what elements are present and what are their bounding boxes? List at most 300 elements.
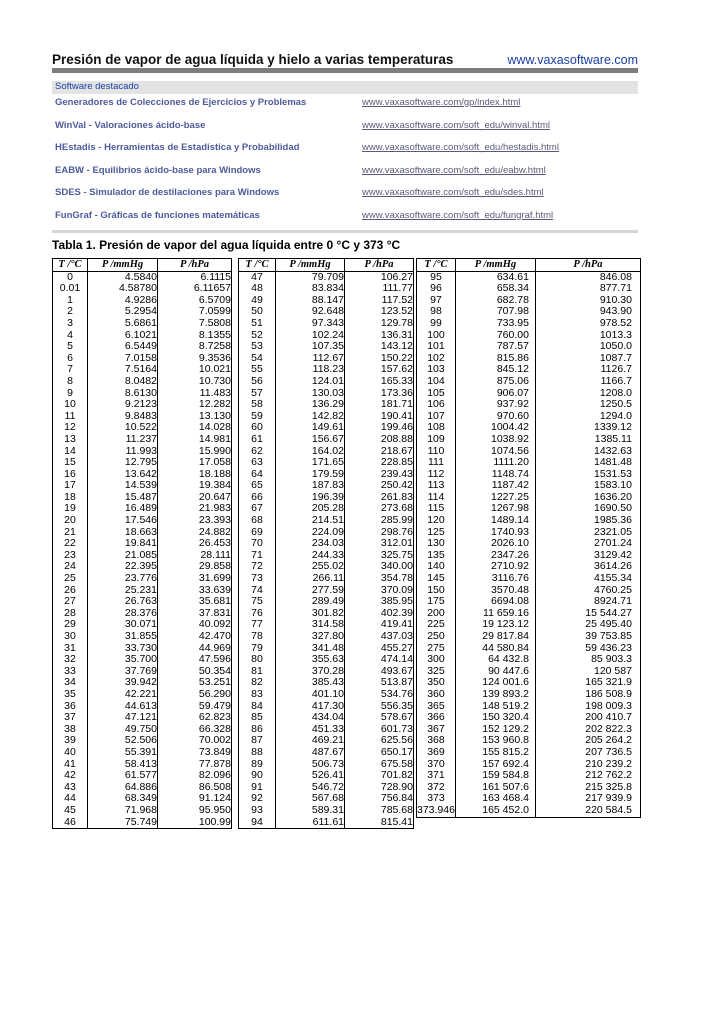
cell-pressure-hpa: 601.73 <box>345 724 414 736</box>
cell-pressure-hpa: 190.41 <box>345 411 414 423</box>
cell-temperature: 78 <box>239 631 276 643</box>
table-row <box>239 457 414 469</box>
cell-pressure-mmhg: 157 692.4 <box>455 759 535 771</box>
cell-pressure-mmhg: 64 432.8 <box>455 654 535 666</box>
cell-pressure-mmhg: 526.41 <box>276 770 345 782</box>
cell-temperature: 22 <box>53 538 88 550</box>
cell-pressure-mmhg: 244.33 <box>276 550 345 562</box>
cell-temperature: 107 <box>417 411 456 423</box>
table-row <box>239 573 414 585</box>
featured-item-url[interactable]: www.vaxasoftware.com/gp/index.html <box>362 97 521 108</box>
cell-temperature: 101 <box>417 341 456 353</box>
cell-temperature: 4 <box>53 330 88 342</box>
cell-temperature: 15 <box>53 457 88 469</box>
cell-temperature: 54 <box>239 353 276 365</box>
cell-pressure-hpa: 53.251 <box>158 677 232 689</box>
cell-temperature: 79 <box>239 643 276 655</box>
cell-pressure-mmhg: 118.23 <box>276 364 345 376</box>
cell-pressure-hpa: 33.639 <box>158 585 232 597</box>
cell-pressure-mmhg: 4.5840 <box>88 271 158 283</box>
cell-pressure-hpa: 701.82 <box>345 770 414 782</box>
cell-temperature: 5 <box>53 341 88 353</box>
cell-pressure-hpa: 73.849 <box>158 747 232 759</box>
cell-temperature: 28 <box>53 608 88 620</box>
table-row <box>239 515 414 527</box>
cell-pressure-hpa: 136.31 <box>345 330 414 342</box>
cell-temperature: 6 <box>53 353 88 365</box>
cell-pressure-hpa: 285.99 <box>345 515 414 527</box>
featured-heading-label: Software destacado <box>55 81 139 92</box>
cell-pressure-mmhg: 83.834 <box>276 283 345 295</box>
cell-pressure-mmhg: 19.841 <box>88 538 158 550</box>
cell-pressure-mmhg: 11.237 <box>88 434 158 446</box>
cell-pressure-hpa: 12.282 <box>158 399 232 411</box>
vapor-table-block-1 <box>52 258 232 829</box>
cell-temperature: 89 <box>239 759 276 771</box>
cell-pressure-hpa: 14.981 <box>158 434 232 446</box>
cell-pressure-hpa: 6.1115 <box>158 271 232 283</box>
cell-pressure-mmhg: 787.57 <box>455 341 535 353</box>
cell-pressure-mmhg: 385.43 <box>276 677 345 689</box>
cell-pressure-mmhg: 165 452.0 <box>455 805 535 817</box>
cell-pressure-hpa: 20.647 <box>158 492 232 504</box>
cell-temperature: 97 <box>417 295 456 307</box>
featured-item-name[interactable]: Generadores de Colecciones de Ejercicios y Problemas <box>55 97 307 108</box>
cell-pressure-mmhg: 35.700 <box>88 654 158 666</box>
cell-pressure-mmhg: 5.6861 <box>88 318 158 330</box>
cell-pressure-mmhg: 760.00 <box>455 330 535 342</box>
cell-pressure-mmhg: 2710.92 <box>455 561 535 573</box>
table-row <box>417 399 641 411</box>
cell-pressure-hpa: 1250.5 <box>535 399 640 411</box>
cell-pressure-hpa: 15 544.27 <box>535 608 640 620</box>
cell-pressure-mmhg: 179.59 <box>276 469 345 481</box>
cell-pressure-mmhg: 314.58 <box>276 619 345 631</box>
cell-pressure-hpa: 14.028 <box>158 422 232 434</box>
column-header-hpa: P /hPa <box>535 259 640 272</box>
cell-temperature: 125 <box>417 527 456 539</box>
table-row <box>239 318 414 330</box>
cell-pressure-mmhg: 4.58780 <box>88 283 158 295</box>
cell-temperature: 360 <box>417 689 456 701</box>
cell-pressure-hpa: 207 736.5 <box>535 747 640 759</box>
cell-temperature: 110 <box>417 446 456 458</box>
cell-temperature: 130 <box>417 538 456 550</box>
table-row <box>239 817 414 829</box>
cell-pressure-hpa: 625.56 <box>345 735 414 747</box>
table-row <box>53 805 232 817</box>
cell-pressure-hpa: 1013.3 <box>535 330 640 342</box>
cell-temperature: 88 <box>239 747 276 759</box>
featured-item <box>52 96 638 119</box>
cell-pressure-hpa: 210 239.2 <box>535 759 640 771</box>
cell-temperature: 20 <box>53 515 88 527</box>
cell-pressure-mmhg: 7.0158 <box>88 353 158 365</box>
featured-item-name[interactable]: WinVal - Valoraciones ácido-base <box>55 119 206 131</box>
cell-pressure-mmhg: 130.03 <box>276 388 345 400</box>
cell-pressure-mmhg: 156.67 <box>276 434 345 446</box>
cell-pressure-hpa: 15.990 <box>158 446 232 458</box>
cell-pressure-hpa: 91.124 <box>158 793 232 805</box>
cell-temperature: 0.01 <box>53 283 88 295</box>
cell-temperature: 7 <box>53 364 88 376</box>
cell-pressure-mmhg: 589.31 <box>276 805 345 817</box>
cell-pressure-mmhg: 3570.48 <box>455 585 535 597</box>
cell-pressure-hpa: 220 584.5 <box>535 805 640 817</box>
cell-pressure-mmhg: 42.221 <box>88 689 158 701</box>
cell-temperature: 21 <box>53 527 88 539</box>
column-header-temperature: T /°C <box>239 259 276 272</box>
cell-temperature: 29 <box>53 619 88 631</box>
cell-pressure-mmhg: 205.28 <box>276 503 345 515</box>
cell-pressure-mmhg: 6.5449 <box>88 341 158 353</box>
cell-pressure-hpa: 513.87 <box>345 677 414 689</box>
cell-pressure-hpa: 877.71 <box>535 283 640 295</box>
cell-pressure-hpa: 312.01 <box>345 538 414 550</box>
cell-temperature: 84 <box>239 701 276 713</box>
column-header-hpa: P /hPa <box>158 259 232 272</box>
featured-item-url[interactable]: www.vaxasoftware.com/soft_edu/winval.html <box>362 119 550 131</box>
cell-pressure-mmhg: 266.11 <box>276 573 345 585</box>
cell-pressure-hpa: 1126.7 <box>535 364 640 376</box>
featured-item <box>52 141 638 164</box>
cell-pressure-mmhg: 2026.10 <box>455 538 535 550</box>
cell-temperature: 73 <box>239 573 276 585</box>
cell-pressure-mmhg: 136.29 <box>276 399 345 411</box>
cell-temperature: 115 <box>417 503 456 515</box>
cell-pressure-hpa: 385.95 <box>345 596 414 608</box>
cell-pressure-hpa: 70.002 <box>158 735 232 747</box>
cell-pressure-hpa: 62.823 <box>158 712 232 724</box>
table-row <box>239 770 414 782</box>
cell-pressure-hpa: 165 321.9 <box>535 677 640 689</box>
cell-pressure-mmhg: 815.86 <box>455 353 535 365</box>
cell-temperature: 71 <box>239 550 276 562</box>
cell-pressure-hpa: 1690.50 <box>535 503 640 515</box>
cell-pressure-hpa: 129.78 <box>345 318 414 330</box>
cell-temperature: 368 <box>417 735 456 747</box>
cell-temperature: 9 <box>53 388 88 400</box>
table-row <box>53 770 232 782</box>
featured-item-name[interactable]: FunGraf - Gráficas de funciones matemáticas <box>55 209 260 221</box>
cell-temperature: 93 <box>239 805 276 817</box>
cell-pressure-hpa: 1087.7 <box>535 353 640 365</box>
cell-pressure-mmhg: 451.33 <box>276 724 345 736</box>
cell-pressure-mmhg: 1004.42 <box>455 422 535 434</box>
cell-pressure-mmhg: 937.92 <box>455 399 535 411</box>
cell-temperature: 369 <box>417 747 456 759</box>
cell-pressure-mmhg: 124.01 <box>276 376 345 388</box>
cell-pressure-mmhg: 12.795 <box>88 457 158 469</box>
cell-pressure-mmhg: 906.07 <box>455 388 535 400</box>
cell-pressure-hpa: 239.43 <box>345 469 414 481</box>
table-row <box>417 434 641 446</box>
vapor-pressure-table <box>238 258 414 829</box>
table-header-row <box>53 259 232 272</box>
featured-item-url[interactable]: www.vaxasoftware.com/soft_edu/eabw.html <box>362 164 546 176</box>
cell-temperature: 120 <box>417 515 456 527</box>
cell-temperature: 47 <box>239 271 276 283</box>
cell-temperature: 11 <box>53 411 88 423</box>
cell-temperature: 65 <box>239 480 276 492</box>
cell-temperature: 39 <box>53 735 88 747</box>
cell-temperature: 31 <box>53 643 88 655</box>
cell-pressure-hpa: 455.27 <box>345 643 414 655</box>
cell-temperature: 46 <box>53 817 88 829</box>
cell-pressure-hpa: 1050.0 <box>535 341 640 353</box>
table-caption: Tabla 1. Presión de vapor del agua líquida entre 0 °C y 373 °C <box>52 238 401 252</box>
cell-temperature: 60 <box>239 422 276 434</box>
cell-pressure-mmhg: 37.769 <box>88 666 158 678</box>
cell-pressure-hpa: 1166.7 <box>535 376 640 388</box>
cell-pressure-mmhg: 10.522 <box>88 422 158 434</box>
cell-temperature: 52 <box>239 330 276 342</box>
cell-temperature: 66 <box>239 492 276 504</box>
table-row <box>417 457 641 469</box>
cell-pressure-mmhg: 102.24 <box>276 330 345 342</box>
cell-pressure-hpa: 1636.20 <box>535 492 640 504</box>
featured-software-list <box>52 96 638 232</box>
table-row <box>239 805 414 817</box>
cell-pressure-mmhg: 214.51 <box>276 515 345 527</box>
cell-pressure-mmhg: 469.21 <box>276 735 345 747</box>
cell-pressure-hpa: 8924.71 <box>535 596 640 608</box>
cell-pressure-hpa: 8.7258 <box>158 341 232 353</box>
cell-pressure-mmhg: 19 123.12 <box>455 619 535 631</box>
cell-pressure-hpa: 19.384 <box>158 480 232 492</box>
cell-pressure-hpa: 340.00 <box>345 561 414 573</box>
cell-pressure-mmhg: 434.04 <box>276 712 345 724</box>
cell-temperature: 109 <box>417 434 456 446</box>
cell-pressure-hpa: 325.75 <box>345 550 414 562</box>
cell-pressure-hpa: 35.681 <box>158 596 232 608</box>
table-row <box>239 712 414 724</box>
cell-pressure-hpa: 8.1355 <box>158 330 232 342</box>
website-link[interactable]: www.vaxasoftware.com <box>507 53 638 67</box>
cell-pressure-mmhg: 68.349 <box>88 793 158 805</box>
table-row <box>417 712 641 724</box>
cell-pressure-mmhg: 88.147 <box>276 295 345 307</box>
cell-pressure-hpa: 150.22 <box>345 353 414 365</box>
cell-temperature: 111 <box>417 457 456 469</box>
cell-pressure-hpa: 208.88 <box>345 434 414 446</box>
cell-pressure-hpa: 198 009.3 <box>535 701 640 713</box>
cell-pressure-mmhg: 634.61 <box>455 271 535 283</box>
cell-temperature: 0 <box>53 271 88 283</box>
cell-pressure-mmhg: 107.35 <box>276 341 345 353</box>
cell-pressure-hpa: 578.67 <box>345 712 414 724</box>
cell-pressure-mmhg: 611.61 <box>276 817 345 829</box>
table-row <box>417 573 641 585</box>
cell-pressure-mmhg: 47.121 <box>88 712 158 724</box>
cell-temperature: 150 <box>417 585 456 597</box>
cell-temperature: 19 <box>53 503 88 515</box>
cell-pressure-mmhg: 546.72 <box>276 782 345 794</box>
cell-pressure-mmhg: 79.709 <box>276 271 345 283</box>
cell-pressure-hpa: 40.092 <box>158 619 232 631</box>
cell-temperature: 86 <box>239 724 276 736</box>
cell-temperature: 18 <box>53 492 88 504</box>
cell-pressure-hpa: 173.36 <box>345 388 414 400</box>
cell-temperature: 43 <box>53 782 88 794</box>
cell-pressure-mmhg: 139 893.2 <box>455 689 535 701</box>
cell-pressure-hpa: 47.596 <box>158 654 232 666</box>
cell-temperature: 87 <box>239 735 276 747</box>
cell-pressure-mmhg: 7.5164 <box>88 364 158 376</box>
cell-temperature: 77 <box>239 619 276 631</box>
cell-temperature: 365 <box>417 701 456 713</box>
cell-pressure-mmhg: 55.391 <box>88 747 158 759</box>
featured-item-url[interactable]: www.vaxasoftware.com/soft_edu/hestadis.html <box>362 142 559 154</box>
cell-temperature: 63 <box>239 457 276 469</box>
cell-pressure-mmhg: 8.6130 <box>88 388 158 400</box>
cell-pressure-hpa: 23.393 <box>158 515 232 527</box>
cell-pressure-hpa: 86.508 <box>158 782 232 794</box>
cell-temperature: 82 <box>239 677 276 689</box>
cell-pressure-mmhg: 18.663 <box>88 527 158 539</box>
cell-pressure-mmhg: 682.78 <box>455 295 535 307</box>
cell-pressure-mmhg: 1074.56 <box>455 446 535 458</box>
cell-pressure-hpa: 26.453 <box>158 538 232 550</box>
cell-temperature: 140 <box>417 561 456 573</box>
cell-temperature: 103 <box>417 364 456 376</box>
featured-item-name[interactable]: HEstadis - Herramientas de Estadística y Probabilidad <box>55 142 300 154</box>
column-header-hpa: P /hPa <box>345 259 414 272</box>
cell-temperature: 112 <box>417 469 456 481</box>
cell-pressure-hpa: 21.983 <box>158 503 232 515</box>
cell-temperature: 30 <box>53 631 88 643</box>
cell-pressure-mmhg: 164.02 <box>276 446 345 458</box>
cell-pressure-hpa: 6.5709 <box>158 295 232 307</box>
table-row <box>53 434 232 446</box>
table-row <box>239 689 414 701</box>
cell-temperature: 51 <box>239 318 276 330</box>
featured-item-url[interactable]: www.vaxasoftware.com/soft_edu/fungraf.html <box>362 209 554 221</box>
cell-pressure-mmhg: 90 447.6 <box>455 666 535 678</box>
cell-pressure-mmhg: 9.8483 <box>88 411 158 423</box>
cell-pressure-mmhg: 22.395 <box>88 561 158 573</box>
cell-pressure-mmhg: 1489.14 <box>455 515 535 527</box>
featured-item <box>52 209 638 232</box>
cell-temperature: 44 <box>53 793 88 805</box>
cell-temperature: 96 <box>417 283 456 295</box>
cell-pressure-mmhg: 161 507.6 <box>455 782 535 794</box>
cell-pressure-mmhg: 6.1021 <box>88 330 158 342</box>
header-divider <box>52 68 638 73</box>
cell-pressure-hpa: 4760.25 <box>535 585 640 597</box>
table-row <box>417 631 641 643</box>
cell-temperature: 1 <box>53 295 88 307</box>
cell-temperature: 55 <box>239 364 276 376</box>
column-header-temperature: T /°C <box>417 259 456 272</box>
cell-pressure-mmhg: 159 584.8 <box>455 770 535 782</box>
featured-item-name[interactable]: SDES - Simulador de destilaciones para Windows <box>55 187 280 199</box>
cell-pressure-hpa: 493.67 <box>345 666 414 678</box>
table-row <box>239 434 414 446</box>
cell-temperature: 2 <box>53 306 88 318</box>
cell-pressure-mmhg: 1227.25 <box>455 492 535 504</box>
cell-temperature: 373 <box>417 793 456 805</box>
cell-pressure-mmhg: 149.61 <box>276 422 345 434</box>
cell-pressure-hpa: 42.470 <box>158 631 232 643</box>
cell-temperature: 366 <box>417 712 456 724</box>
cell-pressure-hpa: 66.328 <box>158 724 232 736</box>
cell-pressure-hpa: 77.878 <box>158 759 232 771</box>
cell-pressure-hpa: 29.858 <box>158 561 232 573</box>
table-row <box>417 341 641 353</box>
cell-temperature: 72 <box>239 561 276 573</box>
cell-pressure-mmhg: 21.085 <box>88 550 158 562</box>
cell-pressure-mmhg: 153 960.8 <box>455 735 535 747</box>
cell-pressure-mmhg: 44.613 <box>88 701 158 713</box>
cell-pressure-hpa: 7.5808 <box>158 318 232 330</box>
cell-pressure-hpa: 3614.26 <box>535 561 640 573</box>
cell-pressure-mmhg: 327.80 <box>276 631 345 643</box>
cell-pressure-hpa: 205 264.2 <box>535 735 640 747</box>
cell-pressure-mmhg: 1187.42 <box>455 480 535 492</box>
cell-temperature: 75 <box>239 596 276 608</box>
featured-divider <box>52 230 638 233</box>
cell-pressure-hpa: 56.290 <box>158 689 232 701</box>
table-row <box>417 805 641 817</box>
cell-pressure-hpa: 1531.53 <box>535 469 640 481</box>
cell-pressure-hpa: 59 436.23 <box>535 643 640 655</box>
cell-pressure-hpa: 728.90 <box>345 782 414 794</box>
featured-item-url[interactable]: www.vaxasoftware.com/soft_edu/sdes.html <box>362 187 544 199</box>
cell-pressure-hpa: 815.41 <box>345 817 414 829</box>
cell-temperature: 58 <box>239 399 276 411</box>
table-row <box>53 515 232 527</box>
cell-temperature: 200 <box>417 608 456 620</box>
featured-software-heading <box>52 81 638 94</box>
cell-pressure-mmhg: 224.09 <box>276 527 345 539</box>
table-row <box>239 631 414 643</box>
cell-temperature: 12 <box>53 422 88 434</box>
cell-pressure-mmhg: 11.993 <box>88 446 158 458</box>
cell-temperature: 37 <box>53 712 88 724</box>
cell-pressure-mmhg: 1111.20 <box>455 457 535 469</box>
cell-pressure-hpa: 10.021 <box>158 364 232 376</box>
cell-temperature: 38 <box>53 724 88 736</box>
cell-pressure-mmhg: 6694.08 <box>455 596 535 608</box>
cell-pressure-mmhg: 112.67 <box>276 353 345 365</box>
cell-pressure-mmhg: 487.67 <box>276 747 345 759</box>
cell-temperature: 371 <box>417 770 456 782</box>
cell-pressure-hpa: 2701.24 <box>535 538 640 550</box>
cell-pressure-mmhg: 1038.92 <box>455 434 535 446</box>
cell-pressure-mmhg: 1148.74 <box>455 469 535 481</box>
cell-pressure-mmhg: 401.10 <box>276 689 345 701</box>
cell-temperature: 105 <box>417 388 456 400</box>
cell-pressure-mmhg: 355.63 <box>276 654 345 666</box>
cell-pressure-mmhg: 4.9286 <box>88 295 158 307</box>
cell-pressure-hpa: 556.35 <box>345 701 414 713</box>
table-row <box>239 399 414 411</box>
cell-pressure-hpa: 273.68 <box>345 503 414 515</box>
featured-item-name[interactable]: EABW - Equilibrios ácido-base para Windows <box>55 164 261 176</box>
cell-pressure-hpa: 18.188 <box>158 469 232 481</box>
cell-temperature: 69 <box>239 527 276 539</box>
cell-temperature: 325 <box>417 666 456 678</box>
cell-pressure-hpa: 6.11657 <box>158 283 232 295</box>
table-row <box>417 689 641 701</box>
cell-pressure-hpa: 82.096 <box>158 770 232 782</box>
cell-pressure-mmhg: 1740.93 <box>455 527 535 539</box>
cell-temperature: 61 <box>239 434 276 446</box>
cell-temperature: 100 <box>417 330 456 342</box>
cell-pressure-mmhg: 11 659.16 <box>455 608 535 620</box>
cell-temperature: 41 <box>53 759 88 771</box>
